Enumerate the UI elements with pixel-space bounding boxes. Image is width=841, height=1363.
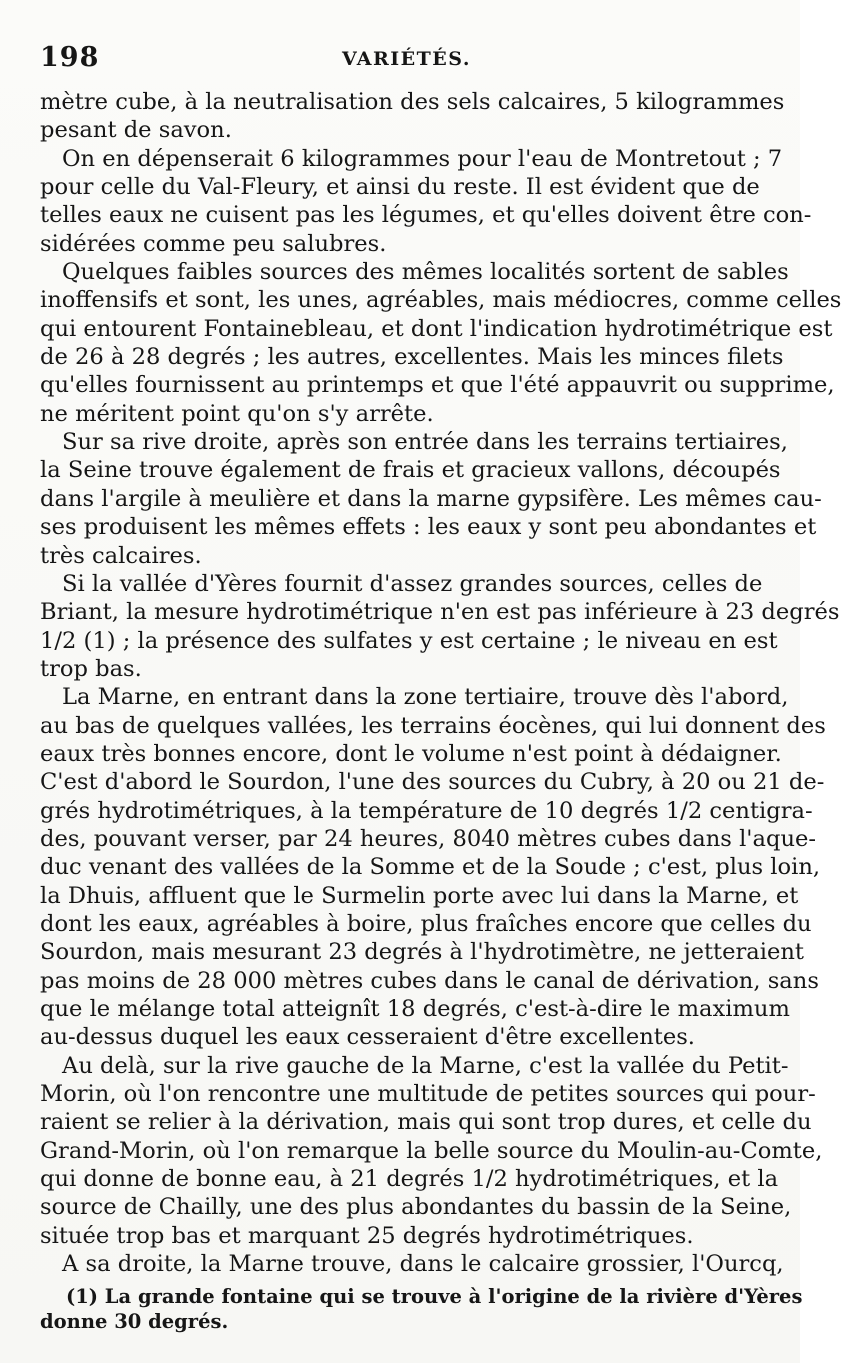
text-line: Quelques faibles sources des mêmes localités sortent de sables	[62, 259, 789, 286]
footnote	[40, 1284, 803, 1334]
text-line: pour celle du Val-Fleury, et ainsi du reste. Il est évident que de	[40, 174, 760, 201]
text-line: dans l'argile à meulière et dans la marne gypsifère. Les mêmes cau-	[40, 485, 822, 512]
text-line: la Dhuis, affluent que le Surmelin porte avec lui dans la Marne, et	[40, 882, 799, 909]
text-line: qui entourent Fontainebleau, et dont l'indication hydrotimétrique est	[40, 315, 833, 342]
text-line: eaux très bonnes encore, dont le volume n'est point à dédaigner.	[40, 740, 782, 767]
text-line: grés hydrotimétriques, à la température de 10 degrés 1/2 centigra-	[40, 797, 813, 824]
text-line: la Seine trouve également de frais et gracieux vallons, découpés	[40, 457, 781, 484]
text-line: qu'elles fournissent au printemps et que l'été appauvrit ou supprime,	[40, 372, 835, 399]
text-line: Grand-Morin, où l'on remarque la belle source du Moulin-au-Comte,	[40, 1137, 823, 1164]
text-line: C'est d'abord le Sourdon, l'une des sources du Cubry, à 20 ou 21 de-	[40, 769, 825, 796]
text-line: au bas de quelques vallées, les terrains éocènes, qui lui donnent des	[40, 712, 826, 739]
page-header	[40, 36, 758, 88]
text-line: qui donne de bonne eau, à 21 degrés 1/2 hydrotimétriques, et la	[40, 1166, 779, 1193]
text-line: pas moins de 28 000 mètres cubes dans le canal de dérivation, sans	[40, 967, 819, 994]
text-line: de 26 à 28 degrés ; les autres, excellentes. Mais les minces filets	[40, 344, 784, 371]
text-line: des, pouvant verser, par 24 heures, 8040 mètres cubes dans l'aque-	[40, 825, 816, 852]
text-line: sidérées comme peu salubres.	[40, 230, 387, 257]
text-line: Si la vallée d'Yères fournit d'assez grandes sources, celles de	[62, 570, 763, 597]
text-line: source de Chailly, une des plus abondantes du bassin de la Seine,	[40, 1194, 792, 1221]
running-title: VARIÉTÉS.	[342, 48, 471, 70]
text-line: A sa droite, la Marne trouve, dans le calcaire grossier, l'Ourcq,	[62, 1251, 784, 1278]
text-line: telles eaux ne cuisent pas les légumes, et qu'elles doivent être con-	[40, 202, 812, 229]
text-line: Sourdon, mais mesurant 23 degrés à l'hydrotimètre, ne jetteraient	[40, 939, 805, 966]
text-line: très calcaires.	[40, 542, 202, 569]
text-line: au-dessus duquel les eaux cesseraient d'être excellentes.	[40, 1024, 695, 1051]
text-line: raient se relier à la dérivation, mais qui sont trop dures, et celle du	[40, 1109, 812, 1136]
text-line: que le mélange total atteignît 18 degrés, c'est-à-dire le maximum	[40, 996, 790, 1022]
text-line: Morin, où l'on rencontre une multitude de petites sources qui pour-	[40, 1081, 816, 1108]
text-line: ne méritent point qu'on s'y arrête.	[40, 400, 434, 427]
text-line: située trop bas et marquant 25 degrés hydrotimétriques.	[40, 1222, 694, 1249]
text-line: duc venant des vallées de la Somme et de la Soude ; c'est, plus loin,	[40, 854, 821, 881]
text-line: inoffensifs et sont, les unes, agréables, mais médiocres, comme celles	[40, 287, 841, 314]
text-line: trop bas.	[40, 655, 142, 682]
text-line: Sur sa rive droite, après son entrée dans les terrains tertiaires,	[62, 429, 788, 456]
text-line: La Marne, en entrant dans la zone tertiaire, trouve dès l'abord,	[62, 684, 789, 711]
footnote-line: donne 30 degrés.	[40, 1310, 229, 1333]
body-text	[40, 88, 841, 1278]
text-line: Briant, la mesure hydrotimétrique n'en est pas inférieure à 23 degrés	[40, 599, 840, 626]
text-line: ses produisent les mêmes effets : les eaux y sont peu abondantes et	[40, 514, 817, 541]
text-line: 1/2 (1) ; la présence des sulfates y est certaine ; le niveau en est	[40, 627, 778, 654]
page-number: 198	[40, 42, 100, 73]
text-line: pesant de savon.	[40, 117, 232, 144]
text-line: mètre cube, à la neutralisation des sels calcaires, 5 kilogrammes	[40, 89, 785, 115]
text-line: On en dépenserait 6 kilogrammes pour l'eau de Montretout ; 7	[62, 145, 783, 172]
footnote-line: (1) La grande fontaine qui se trouve à l'origine de la rivière d'Yères	[66, 1285, 803, 1308]
text-line: Au delà, sur la rive gauche de la Marne, c'est la vallée du Petit-	[62, 1052, 789, 1079]
text-line: dont les eaux, agréables à boire, plus fraîches encore que celles du	[40, 910, 812, 937]
